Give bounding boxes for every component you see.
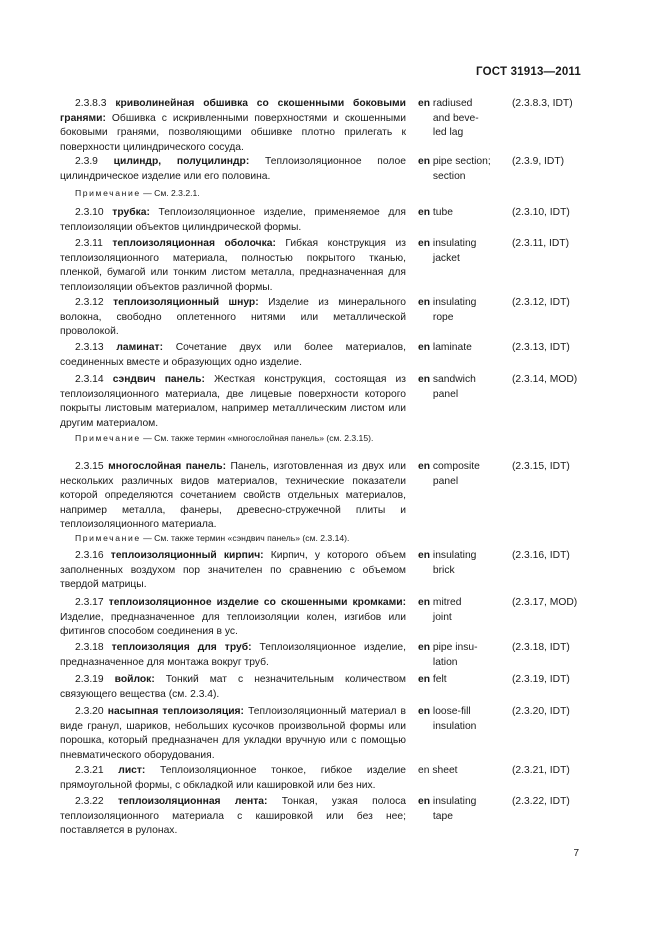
term-name: многослойная панель: <box>108 461 226 472</box>
term-name: теплоизоляционный кирпич: <box>110 550 264 561</box>
note: Примечание — См. 2.3.2.1. <box>75 188 200 198</box>
iso-reference: (2.3.12, IDT) <box>512 297 570 308</box>
term-name: теплоизоляционный шнур: <box>113 297 259 308</box>
english-equivalent: en laminate <box>418 342 472 353</box>
iso-reference: (2.3.18, IDT) <box>512 642 570 653</box>
term-definition: 2.3.13 ламинат: Сочетание двух или более материалов, соединенных вместе и образующих одно изделие. <box>60 342 406 368</box>
term-name: теплоизоляция для труб: <box>111 642 252 653</box>
english-equivalent: en insulating tape <box>418 796 477 822</box>
term-definition: 2.3.19 войлок: Тонкий мат с незначительным количеством связующего вещества (см. 2.3.4). <box>60 674 406 700</box>
term-name: ламинат: <box>116 342 163 353</box>
term-name: криволинейная обшивка со скошенными боковыми гранями: <box>60 98 406 124</box>
iso-reference: (2.3.16, IDT) <box>512 550 570 561</box>
iso-reference: (2.3.21, IDT) <box>512 765 570 776</box>
english-equivalent: en tube <box>418 207 453 218</box>
english-equivalent: en composite panel <box>418 461 480 487</box>
term-definition: 2.3.15 многослойная панель: Панель, изготовленная из двух или нескольких различных видов материалов, технические показатели которой определяются сочетанием свойств отдельных материалов, например металла, фанеры, древесно-стружечной плиты и теплоизоляционного материала. <box>60 461 406 530</box>
note: Примечание — См. также термин «сэндвич панель» (см. 2.3.14). <box>75 533 350 543</box>
term-name: войлок: <box>114 674 155 685</box>
term-definition: 2.3.20 насыпная теплоизоляция: Теплоизоляционный материал в виде гранул, шариков, небольших кусочков произвольной формы или порошка, который предназначен для укладки вручную или с помощью пневматического оборудования. <box>60 706 406 761</box>
iso-reference: (2.3.14, MOD) <box>512 374 578 385</box>
english-equivalent: en radiused and beve- led lag <box>418 98 479 138</box>
iso-reference: (2.3.9, IDT) <box>512 156 565 167</box>
english-equivalent: en insulating brick <box>418 550 477 576</box>
english-equivalent: en felt <box>418 674 447 685</box>
iso-reference: (2.3.15, IDT) <box>512 461 570 472</box>
term-definition: 2.3.16 теплоизоляционный кирпич: Кирпич, у которого объем заполненных воздухом пор значителен по сравнению с объемом твердой матрицы. <box>60 550 406 590</box>
term-name: трубка: <box>112 207 150 218</box>
iso-reference: (2.3.8.3, IDT) <box>512 98 573 109</box>
term-name: теплоизоляционная оболочка: <box>112 238 276 249</box>
term-definition: 2.3.8.3 криволинейная обшивка со скошенными боковыми гранями: Обшивка с искривленными поверхностями и скошенными боковыми гранями, позволяющими обшивке плотно прилегать к поверхности цилиндрического сосуда. <box>60 98 406 153</box>
term-definition: 2.3.10 трубка: Теплоизоляционное изделие, применяемое для теплоизоляции объектов цилиндрической формы. <box>60 207 406 233</box>
english-equivalent: en sheet <box>418 765 458 776</box>
term-definition: 2.3.22 теплоизоляционная лента: Тонкая, узкая полоса теплоизоляционного материала с кашировкой или без нее; поставляется в рулонах. <box>60 796 406 836</box>
iso-reference: (2.3.10, IDT) <box>512 207 570 218</box>
iso-reference: (2.3.17, MOD) <box>512 597 578 608</box>
term-name: цилиндр, полуцилиндр: <box>113 156 250 167</box>
english-equivalent: en pipe insu- lation <box>418 642 478 668</box>
english-equivalent: en loose-fill insulation <box>418 706 477 732</box>
term-definition: 2.3.11 теплоизоляционная оболочка: Гибкая конструкция из теплоизоляционного материала, полностью покрытого тканью, пленкой, бумагой или тонким листом металла, предназначенная для теплоизоляции объектов различной формы. <box>60 238 406 293</box>
term-definition: 2.3.12 теплоизоляционный шнур: Изделие из минерального волокна, свободно оплетенного нитями или металлической проволокой. <box>60 297 406 337</box>
english-equivalent: en mitred joint <box>418 597 462 623</box>
english-equivalent: en pipe section; section <box>418 156 491 182</box>
term-definition: 2.3.9 цилиндр, полуцилиндр: Теплоизоляционное полое цилиндрическое изделие или его половина. <box>60 156 406 182</box>
term-definition: 2.3.17 теплоизоляционное изделие со скошенными кромками: Изделие, предназначенное для теплоизоляции колен, изгибов или фитингов способом соединения в ус. <box>60 597 406 637</box>
term-name: лист: <box>118 765 146 776</box>
term-name: насыпная теплоизоляция: <box>107 706 244 717</box>
note: Примечание — См. также термин «многослойная панель» (см. 2.3.15). <box>75 433 374 443</box>
term-name: теплоизоляционная лента: <box>117 796 268 807</box>
iso-reference: (2.3.13, IDT) <box>512 342 570 353</box>
standard-header: ГОСТ 31913—2011 <box>476 66 581 78</box>
term-name: сэндвич панель: <box>112 374 205 385</box>
english-equivalent: en sandwich panel <box>418 374 476 400</box>
iso-reference: (2.3.19, IDT) <box>512 674 570 685</box>
term-definition: 2.3.14 сэндвич панель: Жесткая конструкция, состоящая из теплоизоляционного материала, две лицевые поверхности которого покрыты листовым материалом, например металлическим листом или другим материалом. <box>60 374 406 429</box>
english-equivalent: en insulating jacket <box>418 238 477 264</box>
page-number: 7 <box>573 848 579 859</box>
term-name: теплоизоляционное изделие со скошенными кромками: <box>108 597 406 608</box>
english-equivalent: en insulating rope <box>418 297 477 323</box>
iso-reference: (2.3.11, IDT) <box>512 238 570 249</box>
term-definition: 2.3.18 теплоизоляция для труб: Теплоизоляционное изделие, предназначенное для монтажа вокруг труб. <box>60 642 406 668</box>
iso-reference: (2.3.22, IDT) <box>512 796 570 807</box>
iso-reference: (2.3.20, IDT) <box>512 706 570 717</box>
term-definition: 2.3.21 лист: Теплоизоляционное тонкое, гибкое изделие прямоугольной формы, с обкладкой или кашировкой или без них. <box>60 765 406 791</box>
